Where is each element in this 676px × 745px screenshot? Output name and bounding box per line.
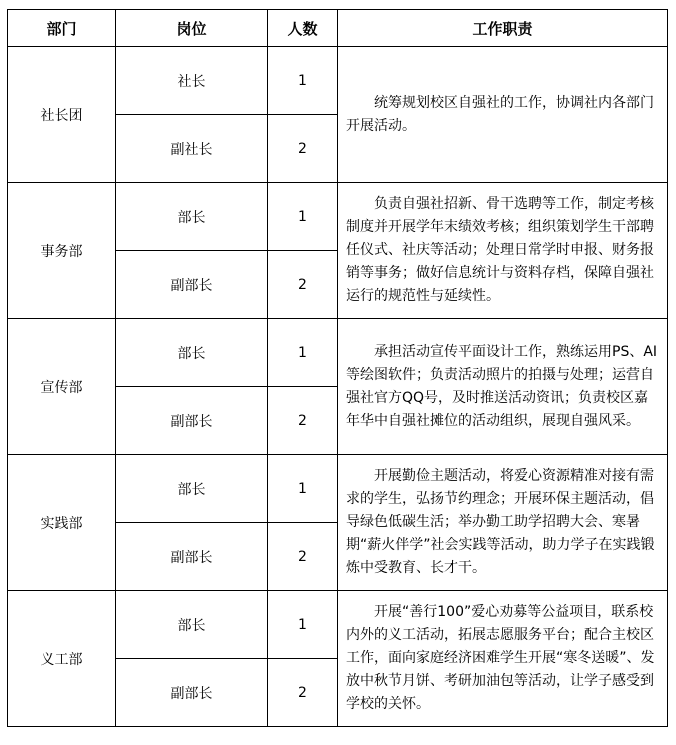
table-row [8,591,668,659]
position-title: 社长 [116,47,268,115]
position-title: 副社长 [116,115,268,183]
headcount: 2 [268,251,338,319]
position-title: 副部长 [116,251,268,319]
table-row [8,319,668,387]
duties-text: 负责自强社招新、骨干选聘等工作，制定考核制度并开展学年末绩效考核；组织策划学生干部聘任仪式、社庆等活动；处理日常学时申报、财务报销等事务；做好信息统计与资料存档，保障自强社运行的规范性与延续性。 [346,196,654,304]
position-title: 副部长 [116,387,268,455]
department-name: 宣传部 [8,319,116,455]
position-title: 部长 [116,455,268,523]
duties-cell [338,591,668,727]
headcount: 1 [268,319,338,387]
department-table [7,9,668,727]
table-row [8,47,668,115]
header-count: 人数 [268,10,338,47]
headcount: 2 [268,523,338,591]
header-position: 岗位 [116,10,268,47]
position-title: 副部长 [116,659,268,727]
position-title: 部长 [116,183,268,251]
duties-cell [338,183,668,319]
position-title: 部长 [116,319,268,387]
header-department: 部门 [8,10,116,47]
duties-cell [338,47,668,183]
department-name: 义工部 [8,591,116,727]
table-row [8,183,668,251]
position-title: 部长 [116,591,268,659]
duties-text: 统筹规划校区自强社的工作，协调社内各部门开展活动。 [346,94,654,134]
headcount: 1 [268,455,338,523]
duties-text: 开展勤俭主题活动，将爱心资源精准对接有需求的学生，弘扬节约理念；开展环保主题活动，倡导绿色低碳生活；举办勤工助学招聘大会、寒暑期“薪火伴学”社会实践等活动，助力学子在实践锻炼中受教育、长才干。 [346,468,655,576]
duties-cell [338,319,668,455]
position-title: 副部长 [116,523,268,591]
headcount: 1 [268,47,338,115]
duties-cell [338,455,668,591]
header-row [8,10,668,47]
department-name: 社长团 [8,47,116,183]
duties-text: 承担活动宣传平面设计工作，熟练运用PS、AI等绘图软件；负责活动照片的拍摄与处理；运营自强社官方QQ号，及时推送活动资讯；负责校区嘉年华中自强社摊位的活动组织，展现自强风采。 [346,343,658,429]
headcount: 2 [268,387,338,455]
headcount: 2 [268,115,338,183]
headcount: 1 [268,183,338,251]
headcount: 2 [268,659,338,727]
department-name: 事务部 [8,183,116,319]
headcount: 1 [268,591,338,659]
duties-text: 开展“善行100”爱心劝募等公益项目，联系校内外的义工活动，拓展志愿服务平台；配合主校区工作，面向家庭经济困难学生开展“寒冬送暖”、发放中秋节月饼、考研加油包等活动，让学子感受到学校的关怀。 [346,604,655,712]
header-duties: 工作职责 [338,10,668,47]
department-name: 实践部 [8,455,116,591]
table-row [8,455,668,523]
